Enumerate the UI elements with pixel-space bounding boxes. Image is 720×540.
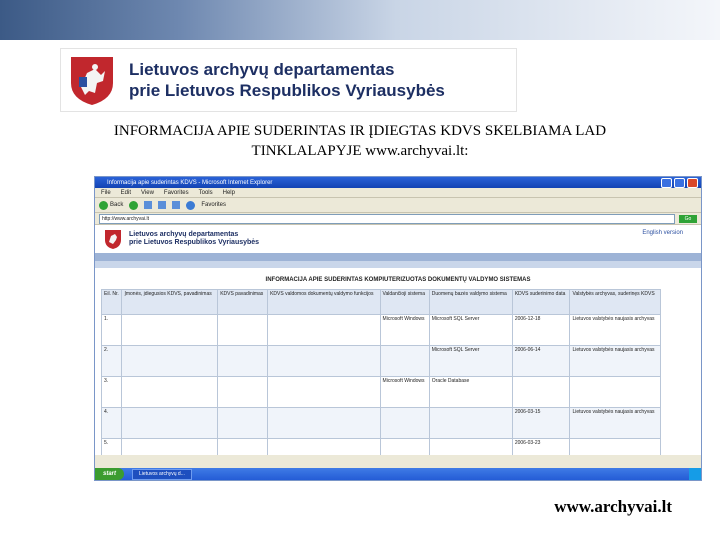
- window-controls: [661, 178, 698, 188]
- menu-edit[interactable]: Edit: [120, 189, 132, 196]
- cell: [268, 408, 380, 439]
- table-header-row: [102, 290, 661, 315]
- start-button[interactable]: start: [95, 468, 124, 480]
- back-button[interactable]: [99, 201, 123, 210]
- web-logo-text: [129, 231, 259, 247]
- col-date: KDVS suderinimo data: [512, 290, 570, 315]
- kdvs-table: [101, 289, 661, 455]
- menu-help[interactable]: Help: [222, 189, 235, 196]
- cell: Lietuvos valstybės naujasis archyvas: [570, 315, 661, 346]
- refresh-icon[interactable]: [158, 201, 166, 209]
- cell: [218, 315, 268, 346]
- address-bar: [95, 213, 701, 225]
- logo-banner: [60, 48, 517, 112]
- cell: [218, 377, 268, 408]
- table-row: [102, 346, 661, 377]
- menu-view[interactable]: View: [141, 189, 154, 196]
- col-os: Valdančioji sistema: [380, 290, 429, 315]
- cell: 2006-03-23: [512, 439, 570, 456]
- back-label: Back: [110, 202, 124, 208]
- english-version-link[interactable]: English version: [642, 230, 683, 236]
- table-row: [102, 377, 661, 408]
- favorites-label: Favorites: [201, 202, 227, 208]
- table-row: [102, 439, 661, 456]
- browser-screenshot: [94, 176, 702, 481]
- browser-titlebar: [95, 177, 701, 188]
- cell: [380, 439, 429, 456]
- menu-tools[interactable]: Tools: [198, 189, 213, 196]
- cell: [218, 408, 268, 439]
- coat-of-arms-icon: [65, 53, 119, 107]
- web-doc-title: INFORMACIJA APIE SUDERINTAS KOMPIUTERIZUOTAS DOKUMENTŲ VALDYMO SISTEMAS: [265, 277, 531, 283]
- cell: Microsoft Windows: [380, 377, 429, 408]
- taskbar-item-browser[interactable]: Lietuvos archyvų d...: [132, 469, 192, 480]
- browser-toolbar: [95, 198, 701, 213]
- heading-line-2: TINKLALAPYJE www.archyvai.lt:: [251, 143, 469, 159]
- cell: [268, 346, 380, 377]
- web-page-header: [95, 225, 701, 253]
- cell: 2006-12-18: [512, 315, 570, 346]
- browser-window-title: Informacija apie suderintas KDVS - Microsoft Internet Explorer: [107, 179, 273, 186]
- cell: Lietuvos valstybės naujasis archyvas: [570, 408, 661, 439]
- cell-link[interactable]: [122, 377, 218, 408]
- cell: 3.: [102, 377, 122, 408]
- cell: [570, 439, 661, 456]
- cell: Lietuvos valstybės naujasis archyvas: [570, 346, 661, 377]
- web-logo-line-2: prie Lietuvos Respublikos Vyriausybės: [129, 239, 260, 246]
- footer-url: www.archyvai.lt: [554, 497, 672, 516]
- web-logo-line-1: Lietuvos archyvų departamentas: [129, 231, 239, 238]
- back-arrow-icon: [99, 201, 108, 210]
- go-button[interactable]: Go: [679, 215, 697, 223]
- cell-link[interactable]: [122, 439, 218, 456]
- cell: 2006-03-15: [512, 408, 570, 439]
- col-dbms: Duomenų bazės valdymo sistema: [429, 290, 512, 315]
- table-row: [102, 408, 661, 439]
- cell-link[interactable]: [122, 408, 218, 439]
- cell: 5.: [102, 439, 122, 456]
- cell: [268, 315, 380, 346]
- menu-file[interactable]: File: [101, 189, 111, 196]
- cell: [218, 439, 268, 456]
- windows-taskbar: [95, 468, 701, 480]
- address-input[interactable]: http://www.archyvai.lt: [99, 214, 675, 224]
- web-navbar: [95, 253, 701, 261]
- system-clock: [689, 468, 701, 480]
- web-page: [95, 225, 701, 455]
- cell: 2006-06-14: [512, 346, 570, 377]
- table-row: [102, 315, 661, 346]
- logo-line-1: Lietuvos archyvų departamentas: [129, 60, 395, 79]
- cell: [570, 377, 661, 408]
- cell: Microsoft SQL Server: [429, 315, 512, 346]
- cell: Oracle Database: [429, 377, 512, 408]
- cell-link[interactable]: [122, 346, 218, 377]
- top-band: [0, 0, 720, 40]
- heading-line-1: INFORMACIJA APIE SUDERINTAS IR ĮDIEGTAS KDVS SKELBIAMA LAD: [113, 123, 607, 139]
- cell: [380, 346, 429, 377]
- cell: [218, 346, 268, 377]
- col-functions: KDVS valdomos dokumentų valdymo funkcijos: [268, 290, 380, 315]
- cell: 4.: [102, 408, 122, 439]
- maximize-icon[interactable]: [674, 178, 685, 188]
- minimize-icon[interactable]: [661, 178, 672, 188]
- cell: 1.: [102, 315, 122, 346]
- coat-of-arms-icon: [103, 228, 123, 250]
- browser-menubar: [95, 188, 701, 198]
- col-company: Įmonės, įdiegusios KDVS, pavadinimas: [122, 290, 218, 315]
- search-icon[interactable]: [186, 201, 195, 210]
- cell: Microsoft SQL Server: [429, 346, 512, 377]
- cell: [512, 377, 570, 408]
- logo-line-2: prie Lietuvos Respublikos Vyriausybės: [129, 81, 445, 100]
- page-heading: [60, 121, 660, 161]
- stop-icon[interactable]: [144, 201, 152, 209]
- cell: [268, 439, 380, 456]
- cell: Microsoft Windows: [380, 315, 429, 346]
- col-nr: Eil. Nr.: [102, 290, 122, 315]
- col-kdvs-name: KDVS pavadinimas: [218, 290, 268, 315]
- menu-favorites[interactable]: Favorites: [163, 189, 189, 196]
- forward-arrow-icon[interactable]: [129, 201, 138, 210]
- cell-link[interactable]: [122, 315, 218, 346]
- logo-text: [129, 59, 445, 101]
- cell: [268, 377, 380, 408]
- cell: [429, 408, 512, 439]
- col-archive: Valstybės archyvas, suderinęs KDVS: [570, 290, 661, 315]
- cell: [429, 439, 512, 456]
- favorites-button[interactable]: [201, 202, 226, 208]
- close-icon[interactable]: [687, 178, 698, 188]
- web-subnav: [95, 261, 701, 268]
- cell: [380, 408, 429, 439]
- home-icon[interactable]: [172, 201, 180, 209]
- cell: 2.: [102, 346, 122, 377]
